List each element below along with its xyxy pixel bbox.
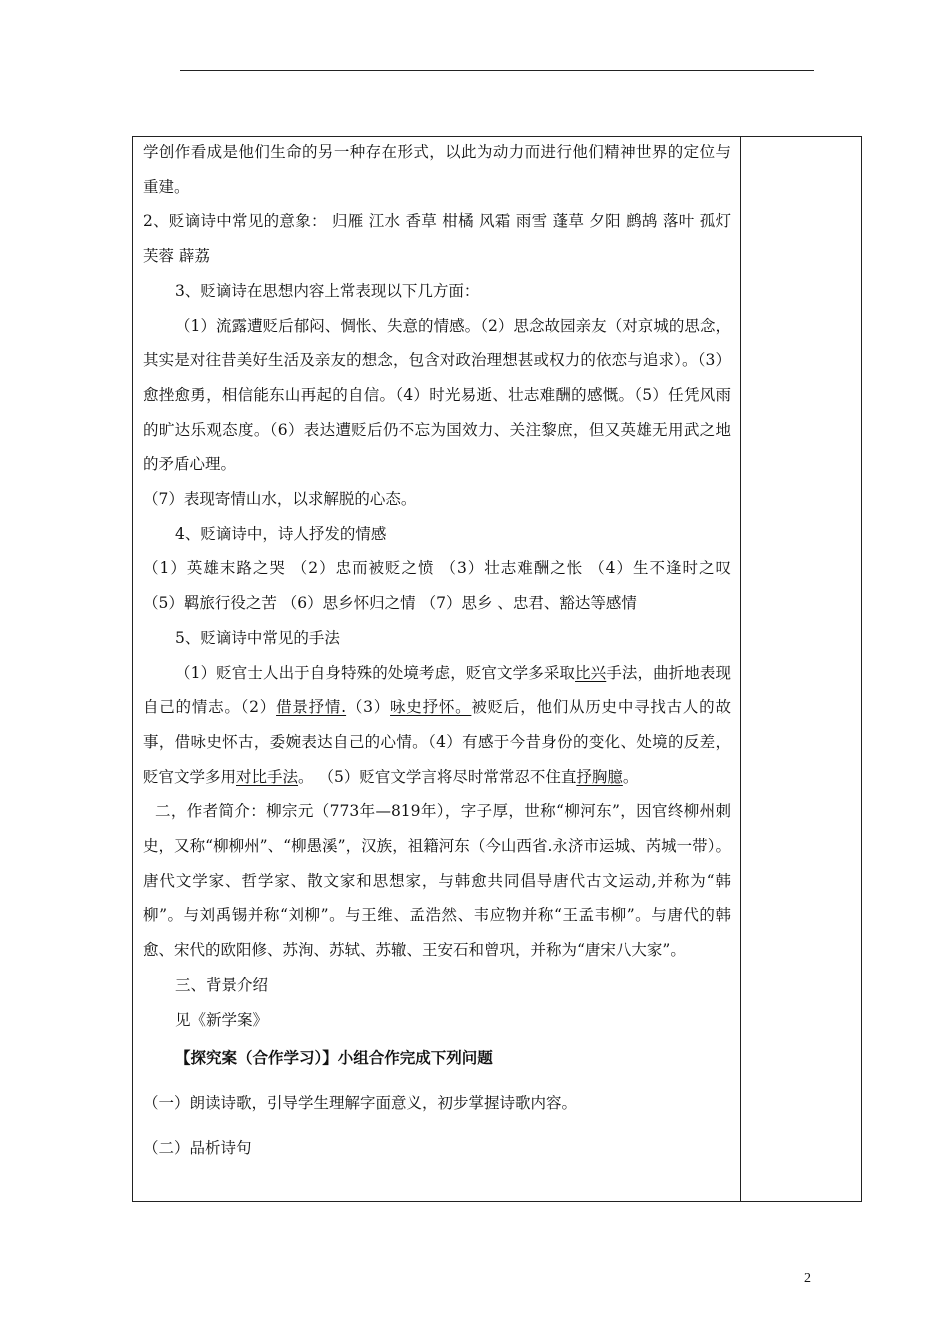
lesson-table bbox=[132, 136, 862, 1202]
paragraph-imagery: 2、贬谪诗中常见的意象： 归雁 江水 香草 柑橘 风霜 雨雪 蓬草 夕阳 鹧鸪 落叶 孤灯 芙蓉 薜荔 bbox=[143, 212, 731, 266]
heading-emotions: 4、贬谪诗中，诗人抒发的情感 bbox=[175, 524, 387, 543]
header-rule bbox=[180, 70, 814, 71]
techniques-text: 手法，曲折地表现自己的情志。（2） bbox=[143, 663, 731, 717]
heading-techniques: 5、贬谪诗中常见的手法 bbox=[175, 628, 340, 647]
heading-thought-content: 3、贬谪诗在思想内容上常表现以下几方面： bbox=[175, 281, 480, 300]
techniques-text: 被贬后，他们从历史中寻找古人的故事，借咏史怀古，委婉表达自己的心情。（4）有感于今昔身份的变化、处境的反差，贬官文学多用 bbox=[143, 698, 731, 786]
techniques-text: （3） bbox=[346, 698, 391, 717]
main-cell bbox=[143, 135, 731, 1165]
technique-history: 咏史抒怀。 bbox=[390, 698, 472, 717]
paragraph-thought-7: （7）表现寄情山水，以求解脱的心态。 bbox=[143, 490, 417, 509]
technique-scene-emotion: 借景抒情. bbox=[276, 698, 347, 717]
paragraph-reading: （一）朗读诗歌，引导学生理解字面意义，初步掌握诗歌内容。 bbox=[143, 1093, 578, 1112]
techniques-text: 。 bbox=[622, 767, 639, 786]
paragraph-techniques bbox=[143, 656, 731, 795]
technique-direct-expression: 抒胸臆 bbox=[576, 767, 623, 786]
heading-background: 三、背景介绍 bbox=[175, 975, 269, 994]
paragraph-intro-continued: 学创作看成是他们生命的另一种存在形式，以此为动力而进行他们精神世界的定位与重建。 bbox=[143, 143, 731, 196]
paragraph-author-intro: 二，作者简介：柳宗元（773年—819年），字子厚，世称“柳河东”，因官终柳州刺史，又称“柳柳州”、“柳愚溪”，汉族，祖籍河东（今山西省.永济市运城、芮城一带）。唐代文学家、哲学家、散文家和思想家，与韩愈共同倡导唐代古文运动,并称为“韩柳”。与刘禹锡并称“刘柳”。与王维、孟浩然、韦应物并称“王孟韦柳”。与唐代的韩愈、宋代的欧阳修、苏洵、苏轼、苏辙、王安石和曾巩，并称为“唐宋八大家”。 bbox=[143, 802, 731, 960]
paragraph-analysis: （二）品析诗句 bbox=[143, 1138, 252, 1157]
heading-inquiry: 【探究案（合作学习）】小组合作完成下列问题 bbox=[175, 1049, 493, 1068]
techniques-text: （1）贬官士人出于自身特殊的处境考虑，贬官文学多采取 bbox=[175, 663, 576, 682]
technique-contrast: 对比手法 bbox=[236, 767, 299, 786]
paragraph-background: 见《新学案》 bbox=[175, 1010, 269, 1029]
techniques-text: 。 （5）贬官文学言将尽时常常忍不住直 bbox=[298, 767, 577, 786]
paragraph-thought-content: （1）流露遭贬后郁闷、惆怅、失意的情感。（2）思念故园亲友（对京城的思念，其实是对往昔美好生活及亲友的想念，包含对政治理想甚或权力的依恋与追求）。（3）愈挫愈勇，相信能东山再起的自信。（4）时光易逝、壮志难酬的感慨。（5）任凭风雨的旷达乐观态度。（6）表达遭贬后仍不忘为国效力、关注黎庶，但又英雄无用武之地的矛盾心理。 bbox=[143, 316, 731, 474]
page-number: 2 bbox=[804, 1271, 811, 1286]
column-divider bbox=[740, 137, 741, 1201]
paragraph-emotions: （1）英雄末路之哭 （2）忠而被贬之愤 （3）壮志难酬之怅 （4）生不逢时之叹 （5）羁旅行役之苦 （6）思乡怀归之情 （7）思乡 、忠君、豁达等感情 bbox=[143, 559, 731, 613]
technique-bixing: 比兴 bbox=[575, 663, 607, 682]
